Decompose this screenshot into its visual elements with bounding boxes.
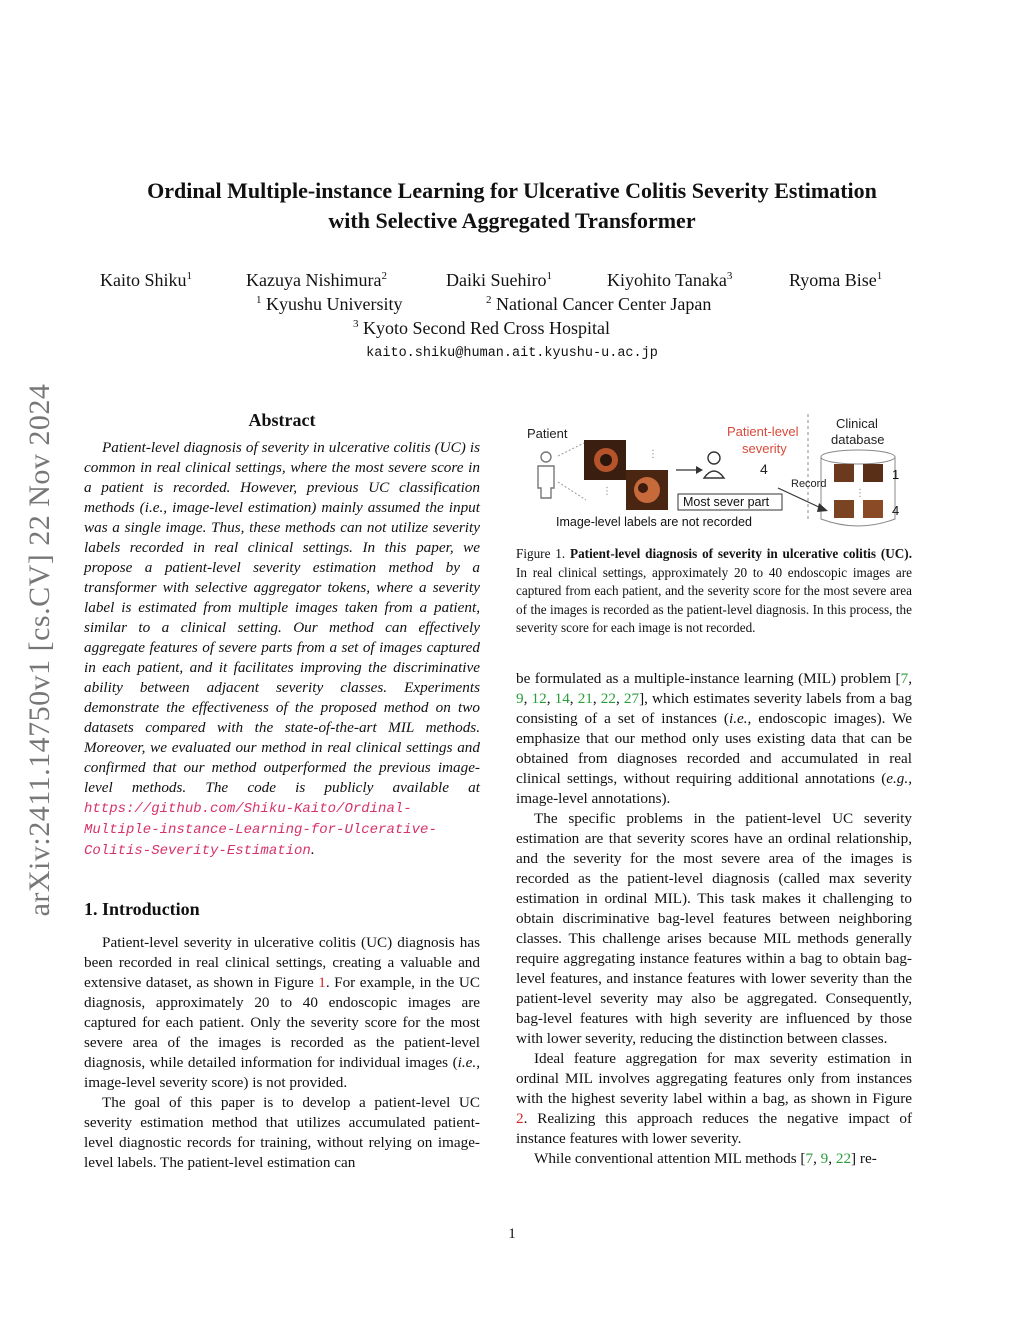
fig-most-severe-label: Most sever part xyxy=(683,495,770,509)
intro-body xyxy=(84,933,480,1173)
fig-not-recorded-label: Image-level labels are not recorded xyxy=(556,515,752,529)
citation-27[interactable]: 27 xyxy=(623,690,640,707)
title-line-1: Ordinal Multiple-instance Learning for Ulcerative Colitis Severity Estimation xyxy=(147,178,877,203)
fig-severity-value: 4 xyxy=(760,461,768,477)
fig-db-row-2-value: 4 xyxy=(892,503,900,518)
citation-9b[interactable]: 9 xyxy=(820,1150,829,1167)
right-paragraph-4: While conventional attention MIL methods [7, 9, 22] re- xyxy=(534,1150,877,1167)
fig-record-label: Record xyxy=(791,478,827,490)
svg-text:⋮: ⋮ xyxy=(648,449,658,460)
fig-patient-label: Patient xyxy=(527,426,568,441)
contact-email[interactable]: kaito.shiku@human.ait.kyushu-u.ac.jp xyxy=(366,346,658,361)
fig-severity-line-1: Patient-level xyxy=(727,424,799,439)
doctor-icon xyxy=(704,452,724,478)
affiliation-2: $^2$ National Cancer Center Japan xyxy=(486,294,712,314)
figure-1-caption: Figure 1. Patient-level diagnosis of severity in ulcerative colitis (UC). In real clinical settings, approximately 20 to 40 endoscopic images are captured from each patient, and the severity score for the most severe area of the images is recorded as the patient-level diagnosis. In this process, the severity score for each image is not recorded. xyxy=(516,546,912,635)
figure-1-link[interactable]: 1 xyxy=(318,974,326,991)
intro-paragraph-2: The goal of this paper is to develop a patient-level UC severity estimation method that utilizes accumulated patient-level diagnostic records for training, without relying on image-level labels. The patient-level estimation can xyxy=(84,1094,480,1171)
fig-db-row-1-value: 1 xyxy=(892,467,900,482)
svg-text:⋮: ⋮ xyxy=(855,488,865,499)
paper-title xyxy=(60,176,964,236)
endoscopic-images xyxy=(584,440,668,510)
figure-2-link[interactable]: 2 xyxy=(516,1110,524,1127)
abstract-heading: Abstract xyxy=(248,410,316,430)
svg-text:⋮: ⋮ xyxy=(602,486,612,497)
citation-14[interactable]: 14 xyxy=(554,690,570,707)
affiliation-1: $^1$ Kyushu University xyxy=(256,294,403,314)
citation-7[interactable]: 7 xyxy=(900,670,909,687)
right-paragraph-2: The specific problems in the patient-level UC severity estimation are that severity scores have an ordinal relationship, and the severity for the most severe area of the images is recorded as the patient-level diagnosis (called max severity estimation in ordinal MIL). This task makes it challenging to obtain discriminative bag-level features between neighboring classes. This challenge arises because MIL methods generally require aggregating instance features within a bag to obtain bag-level features, and instance features with lower severity than the patient-level severity may also be aggregated. Consequently, bag-level features with high severity are influenced by those with lower severity, reducing the distinction between classes. xyxy=(516,810,912,1047)
citation-9[interactable]: 9 xyxy=(516,690,524,707)
citation-22[interactable]: 22 xyxy=(600,690,616,707)
code-link[interactable]: https://github.com/Shiku-Kaito/Ordinal-Multiple-instance-Learning-for-Ulcerative-Colitis-Severity-Estimation xyxy=(84,801,437,859)
author-5: Ryoma Bise$^1$ xyxy=(789,270,883,290)
fig-database-line-1: Clinical xyxy=(836,416,878,431)
arxiv-identifier xyxy=(20,350,60,950)
section-heading-introduction: 1. Introduction xyxy=(84,899,200,919)
intro-paragraph-1: Patient-level severity in ulcerative colitis (UC) diagnosis has been recorded in real clinical settings, creating a valuable and extensive dataset, as shown in Figure 1. For example, in the UC diagnosis, approximately 20 to 40 endoscopic images are captured for each patient. Only the severity score for the most severe area of the images is recorded as the patient-level diagnosis, while detailed information for individual images (i.e., image-level severity score) is not provided. xyxy=(84,934,481,1091)
abstract-body: Patient-level diagnosis of severity in ulcerative colitis (UC) is common in real clinical settings, where the most severe score in a patient is recorded. However, previous UC classification methods (i.e., image-level estimation) mainly assumed the input was a single image. Thus, these methods can not utilize severity labels recorded in real clinical settings. In this paper, we propose a patient-level severity estimation method by a transformer with selective aggregator tokens, where a severity label is estimated from multiple images taken from a patient, similar to a clinical setting. Our method can effectively aggregate features of severe parts from a set of images captured in each patient, and it facilitates improving the discriminative ability between adjacent severity classes. Experiments demonstrate the effectiveness of the proposed method on two datasets compared with the state-of-the-art MIL methods. Moreover, we evaluated our method in real clinical settings and confirmed that our method outperformed the previous image-level methods. The code is publicly available at https://github.com/Shiku-Kaito/Ordinal-Multiple-instance-Learning-for-Ulcerative-Colitis-Severity-Estimation. xyxy=(84,439,480,859)
figure-1 xyxy=(516,412,916,537)
citation-21[interactable]: 21 xyxy=(577,690,593,707)
fig-database-line-2: database xyxy=(831,432,885,447)
citation-12[interactable]: 12 xyxy=(531,690,547,707)
author-3: Daiki Suehiro$^1$ xyxy=(446,270,552,290)
author-1: Kaito Shiku$^1$ xyxy=(100,270,193,290)
right-column-body xyxy=(516,669,912,1169)
author-4: Kiyohito Tanaka$^3$ xyxy=(607,270,733,290)
title-line-2: with Selective Aggregated Transformer xyxy=(328,208,696,233)
arxiv-id-text: arXiv:2411.14750v1 [cs.CV] 22 Nov 2024 xyxy=(23,383,56,917)
citation-22b[interactable]: 22 xyxy=(835,1150,852,1167)
database-cylinder-icon xyxy=(821,450,895,526)
citation-7b[interactable]: 7 xyxy=(805,1150,814,1167)
right-paragraph-3: Ideal feature aggregation for max severity estimation in ordinal MIL involves aggregating features only from instances with the highest severity label within a bag, as shown in Figure 2. Realizing this approach reduces the negative impact of instance features with lower severity. xyxy=(516,1050,912,1147)
abstract-text: Patient-level diagnosis of severity in ulcerative colitis (UC) is common in real clinical settings, where the most severe score in a patient is recorded. However, previous UC classification methods (i.e., image-level estimation) mainly assumed the input was a single image. Thus, these methods can not utilize severity labels recorded in real clinical settings. In this paper, we propose a patient-level severity estimation method by a transformer with selective aggregator tokens, where a severity label is estimated from multiple images taken from a patient, similar to a clinical setting. Our method can effectively aggregate features of severe parts from a set of images captured in each patient, and it facilitates improving the discriminative ability between adjacent severity classes. Experiments demonstrate the effectiveness of the proposed method on two datasets compared with the state-of-the-art MIL methods. Moreover, we evaluated our method in real clinical settings and confirmed that our method outperformed the previous image-level methods. The code is publicly available at xyxy=(84,439,480,796)
patient-icon xyxy=(538,452,554,498)
page-number: 1 xyxy=(508,1226,516,1242)
affiliation-3: $^3$ Kyoto Second Red Cross Hospital xyxy=(353,318,610,338)
right-paragraph-1: be formulated as a multiple-instance learning (MIL) problem [7, 9, 12, 14, 21, 22, 27], which estimates severity labels from a bag consisting of a set of instances (i.e., endoscopic images). We emphasize that our method only uses existing data that can be obtained from diagnoses recorded and accumulated in real clinical settings, without requiring additional annotations (e.g., image-level annotations). xyxy=(516,670,912,807)
fig-severity-line-2: severity xyxy=(742,441,787,456)
author-2: Kazuya Nishimura$^2$ xyxy=(246,270,387,290)
